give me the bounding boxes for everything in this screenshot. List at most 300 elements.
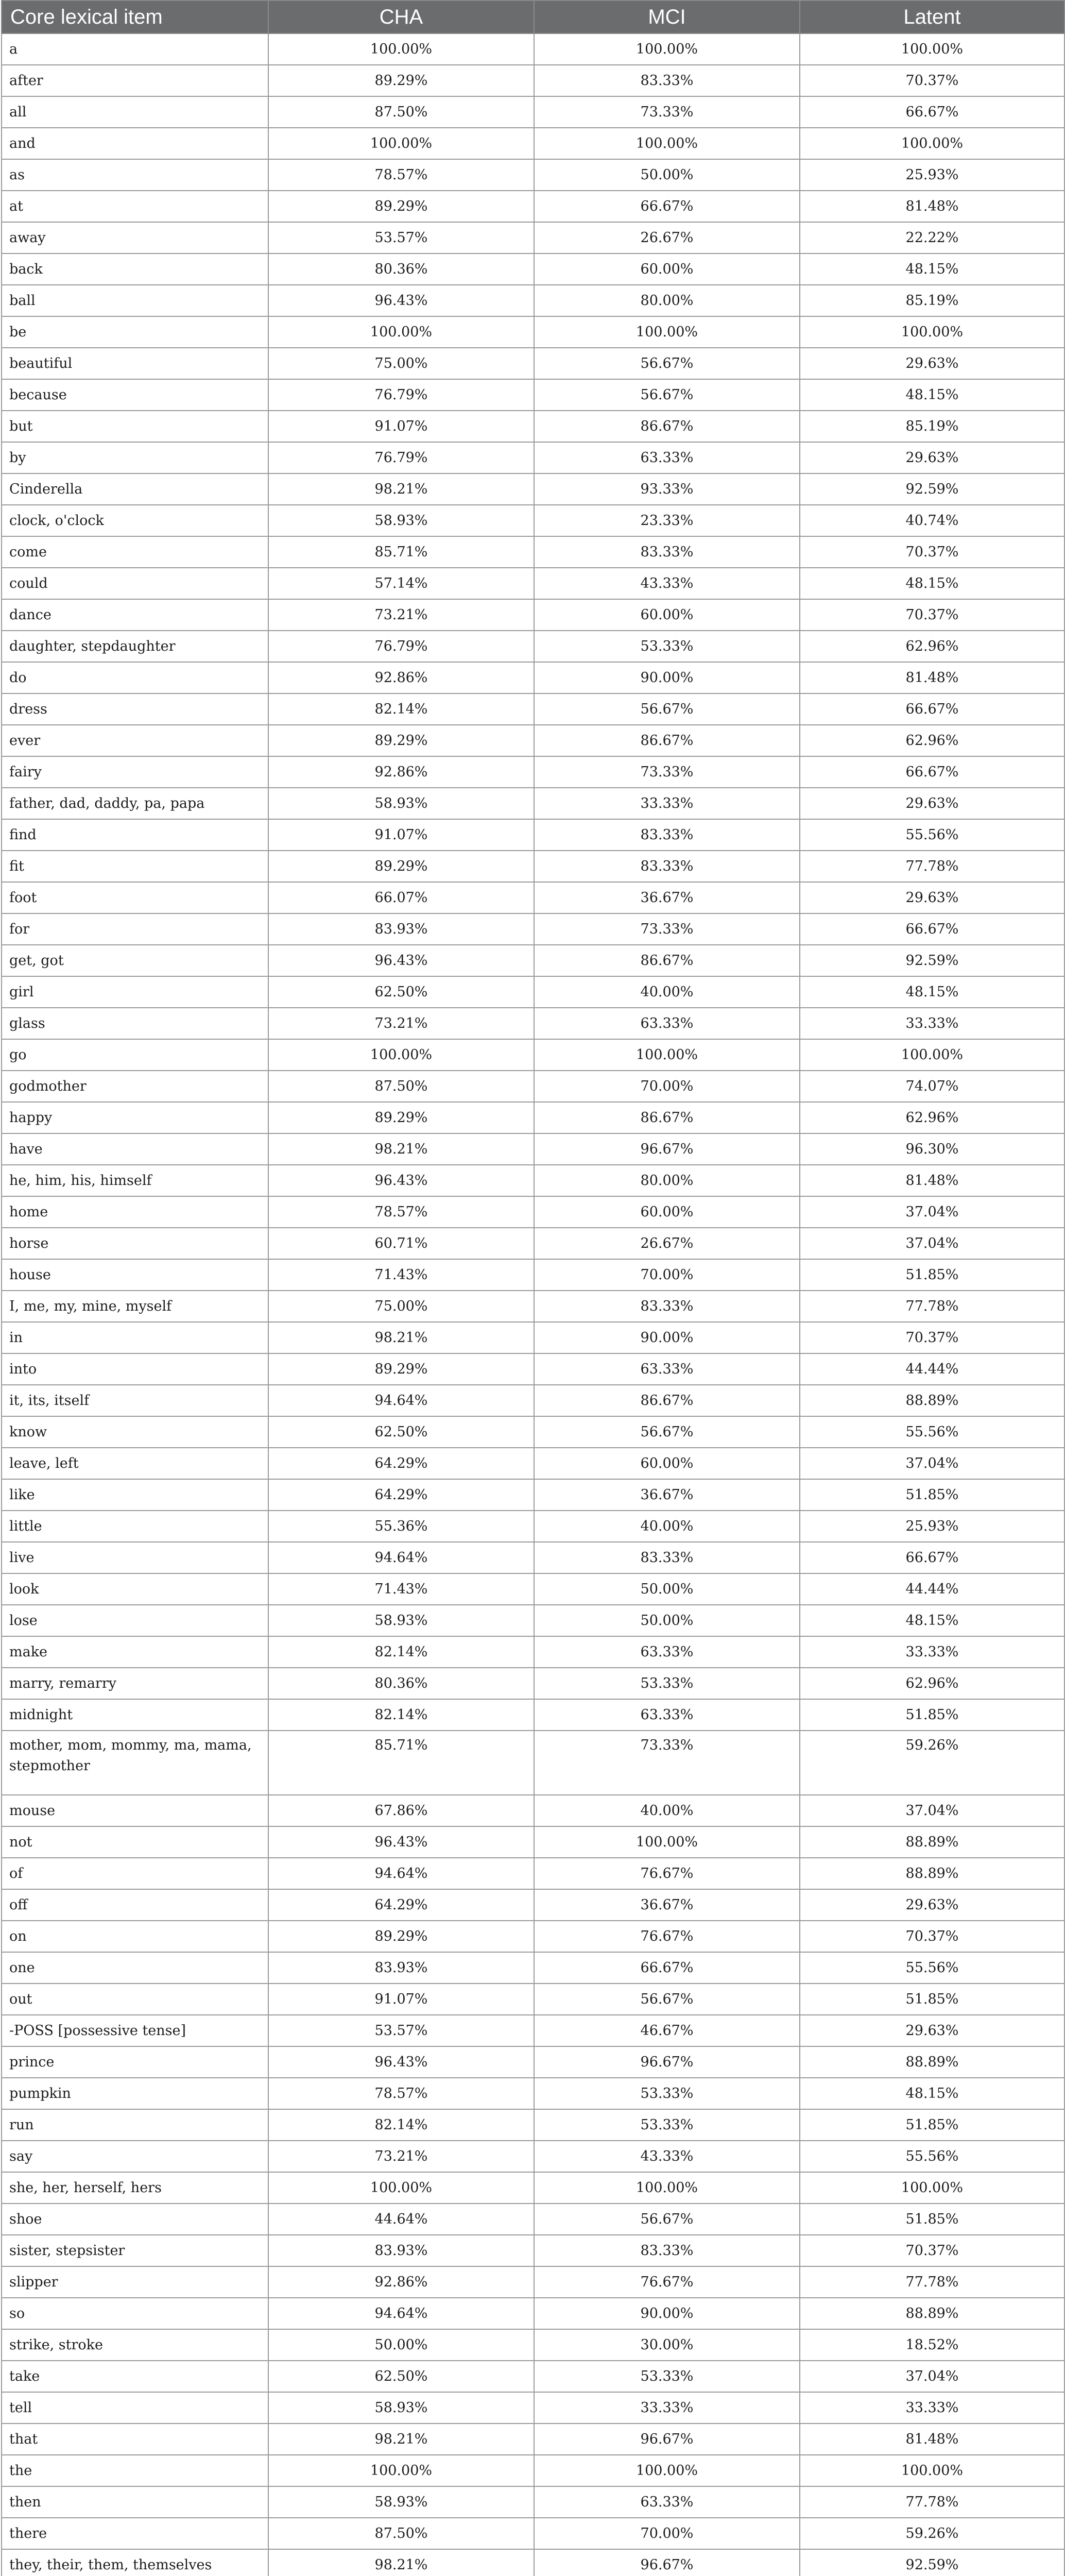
table-row [2, 128, 1064, 159]
cell-latent: 77.78% [800, 2266, 1064, 2298]
cell-item: not [2, 1826, 268, 1858]
cell-cha: 87.50% [268, 96, 534, 128]
cell-item: on [2, 1921, 268, 1952]
cell-item: find [2, 819, 268, 851]
table-row [2, 1921, 1064, 1952]
cell-latent: 48.15% [800, 253, 1064, 285]
table-row [2, 253, 1064, 285]
table-row [2, 285, 1064, 316]
cell-cha: 96.43% [268, 2046, 534, 2078]
cell-item: in [2, 1322, 268, 1353]
cell-cha: 76.79% [268, 631, 534, 662]
cell-item: father, dad, daddy, pa, papa [2, 788, 268, 819]
cell-item: they, their, them, themselves [2, 2549, 268, 2576]
cell-latent: 100.00% [800, 1039, 1064, 1071]
cell-item: as [2, 159, 268, 191]
cell-mci: 60.00% [534, 1196, 800, 1228]
cell-item: pumpkin [2, 2078, 268, 2109]
cell-latent: 44.44% [800, 1573, 1064, 1605]
cell-mci: 100.00% [534, 2455, 800, 2486]
cell-mci: 86.67% [534, 945, 800, 976]
cell-mci: 60.00% [534, 253, 800, 285]
cell-mci: 60.00% [534, 1448, 800, 1479]
cell-latent: 66.67% [800, 96, 1064, 128]
cell-latent: 37.04% [800, 2361, 1064, 2392]
cell-mci: 40.00% [534, 1511, 800, 1542]
cell-item: prince [2, 2046, 268, 2078]
table-row [2, 536, 1064, 568]
table-row [2, 442, 1064, 473]
cell-item: know [2, 1416, 268, 1448]
cell-cha: 92.86% [268, 756, 534, 788]
cell-latent: 88.89% [800, 2298, 1064, 2329]
cell-latent: 70.37% [800, 65, 1064, 96]
cell-mci: 43.33% [534, 2141, 800, 2172]
cell-latent: 100.00% [800, 2455, 1064, 2486]
cell-latent: 85.19% [800, 411, 1064, 442]
table-row [2, 2392, 1064, 2424]
cell-latent: 48.15% [800, 2078, 1064, 2109]
cell-mci: 83.33% [534, 1542, 800, 1573]
cell-item: like [2, 1479, 268, 1511]
cell-item: run [2, 2109, 268, 2141]
cell-item: by [2, 442, 268, 473]
cell-mci: 53.33% [534, 2361, 800, 2392]
cell-item: live [2, 1542, 268, 1573]
table-row [2, 851, 1064, 882]
cell-cha: 64.29% [268, 1479, 534, 1511]
table-row [2, 2015, 1064, 2046]
cell-cha: 94.64% [268, 1858, 534, 1889]
cell-item: a [2, 33, 268, 65]
cell-cha: 62.50% [268, 2361, 534, 2392]
cell-item: one [2, 1952, 268, 1984]
cell-item: tell [2, 2392, 268, 2424]
cell-mci: 96.67% [534, 1133, 800, 1165]
cell-item: dress [2, 693, 268, 725]
cell-item: house [2, 1259, 268, 1291]
cell-mci: 70.00% [534, 2518, 800, 2549]
cell-cha: 78.57% [268, 2078, 534, 2109]
cell-item: there [2, 2518, 268, 2549]
cell-mci: 100.00% [534, 2172, 800, 2204]
cell-cha: 96.43% [268, 1826, 534, 1858]
table-row [2, 2235, 1064, 2266]
table-row [2, 693, 1064, 725]
cell-mci: 50.00% [534, 1605, 800, 1636]
cell-mci: 100.00% [534, 1039, 800, 1071]
cell-mci: 46.67% [534, 2015, 800, 2046]
cell-latent: 40.74% [800, 505, 1064, 536]
table-row [2, 1542, 1064, 1573]
cell-latent: 51.85% [800, 1699, 1064, 1731]
cell-cha: 100.00% [268, 33, 534, 65]
cell-latent: 88.89% [800, 1858, 1064, 1889]
cell-item: sister, stepsister [2, 2235, 268, 2266]
cell-item: be [2, 316, 268, 348]
cell-cha: 94.64% [268, 1542, 534, 1573]
cell-latent: 62.96% [800, 725, 1064, 756]
table-row [2, 2204, 1064, 2235]
table-row [2, 1322, 1064, 1353]
cell-item: glass [2, 1008, 268, 1039]
cell-mci: 56.67% [534, 1416, 800, 1448]
cell-latent: 66.67% [800, 1542, 1064, 1573]
cell-cha: 87.50% [268, 2518, 534, 2549]
cell-cha: 98.21% [268, 2549, 534, 2576]
cell-cha: 80.36% [268, 1668, 534, 1699]
cell-cha: 96.43% [268, 1165, 534, 1196]
cell-latent: 48.15% [800, 976, 1064, 1008]
table-row [2, 1668, 1064, 1699]
table-row [2, 348, 1064, 379]
cell-item: girl [2, 976, 268, 1008]
cell-latent: 37.04% [800, 1448, 1064, 1479]
table-row [2, 2266, 1064, 2298]
cell-item: strike, stroke [2, 2329, 268, 2361]
cell-mci: 56.67% [534, 693, 800, 725]
cell-mci: 56.67% [534, 379, 800, 411]
cell-cha: 75.00% [268, 1291, 534, 1322]
cell-mci: 90.00% [534, 2298, 800, 2329]
cell-item: slipper [2, 2266, 268, 2298]
cell-cha: 89.29% [268, 851, 534, 882]
cell-cha: 89.29% [268, 1102, 534, 1133]
cell-mci: 63.33% [534, 2486, 800, 2518]
cell-cha: 73.21% [268, 599, 534, 631]
cell-mci: 40.00% [534, 1795, 800, 1826]
cell-cha: 91.07% [268, 819, 534, 851]
table-row [2, 1448, 1064, 1479]
cell-cha: 83.93% [268, 1952, 534, 1984]
table-row [2, 411, 1064, 442]
cell-mci: 83.33% [534, 2235, 800, 2266]
table-row [2, 1826, 1064, 1858]
cell-mci: 86.67% [534, 725, 800, 756]
cell-mci: 50.00% [534, 1573, 800, 1605]
table-row [2, 2172, 1064, 2204]
cell-item: lose [2, 1605, 268, 1636]
table-row [2, 2424, 1064, 2455]
cell-mci: 56.67% [534, 2204, 800, 2235]
cell-item: midnight [2, 1699, 268, 1731]
cell-item: so [2, 2298, 268, 2329]
cell-cha: 82.14% [268, 2109, 534, 2141]
cell-mci: 100.00% [534, 1826, 800, 1858]
cell-cha: 58.93% [268, 1605, 534, 1636]
cell-cha: 98.21% [268, 1322, 534, 1353]
header-latent: Latent [800, 1, 1064, 33]
cell-item: leave, left [2, 1448, 268, 1479]
core-lexical-table [1, 0, 1065, 2576]
cell-cha: 82.14% [268, 1636, 534, 1668]
table-row [2, 1228, 1064, 1259]
header-row [2, 1, 1064, 33]
cell-latent: 81.48% [800, 1165, 1064, 1196]
cell-mci: 70.00% [534, 1259, 800, 1291]
cell-cha: 50.00% [268, 2329, 534, 2361]
table-row [2, 976, 1064, 1008]
cell-latent: 59.26% [800, 2518, 1064, 2549]
cell-cha: 66.07% [268, 882, 534, 913]
cell-cha: 100.00% [268, 2455, 534, 2486]
cell-mci: 76.67% [534, 2266, 800, 2298]
cell-latent: 66.67% [800, 756, 1064, 788]
cell-item: foot [2, 882, 268, 913]
cell-cha: 100.00% [268, 316, 534, 348]
cell-latent: 33.33% [800, 1636, 1064, 1668]
cell-latent: 51.85% [800, 2204, 1064, 2235]
cell-latent: 33.33% [800, 1008, 1064, 1039]
table-row [2, 33, 1064, 65]
cell-mci: 36.67% [534, 882, 800, 913]
cell-cha: 57.14% [268, 568, 534, 599]
cell-mci: 26.67% [534, 1228, 800, 1259]
cell-cha: 64.29% [268, 1448, 534, 1479]
cell-cha: 75.00% [268, 348, 534, 379]
table-row [2, 1479, 1064, 1511]
cell-latent: 18.52% [800, 2329, 1064, 2361]
cell-mci: 73.33% [534, 913, 800, 945]
cell-cha: 89.29% [268, 1921, 534, 1952]
cell-cha: 91.07% [268, 411, 534, 442]
cell-mci: 53.33% [534, 1668, 800, 1699]
cell-mci: 73.33% [534, 1731, 800, 1795]
cell-item: at [2, 191, 268, 222]
table-row [2, 1102, 1064, 1133]
cell-latent: 70.37% [800, 2235, 1064, 2266]
cell-cha: 71.43% [268, 1259, 534, 1291]
cell-mci: 90.00% [534, 662, 800, 693]
cell-item: ever [2, 725, 268, 756]
cell-cha: 80.36% [268, 253, 534, 285]
table-row [2, 1416, 1064, 1448]
cell-mci: 66.67% [534, 1952, 800, 1984]
cell-cha: 82.14% [268, 1699, 534, 1731]
cell-cha: 58.93% [268, 2486, 534, 2518]
cell-latent: 81.48% [800, 191, 1064, 222]
cell-mci: 86.67% [534, 1102, 800, 1133]
cell-item: have [2, 1133, 268, 1165]
cell-latent: 70.37% [800, 1921, 1064, 1952]
cell-latent: 29.63% [800, 2015, 1064, 2046]
table-row [2, 96, 1064, 128]
cell-mci: 63.33% [534, 1353, 800, 1385]
cell-cha: 67.86% [268, 1795, 534, 1826]
cell-item: shoe [2, 2204, 268, 2235]
cell-latent: 77.78% [800, 851, 1064, 882]
cell-latent: 70.37% [800, 599, 1064, 631]
cell-item: do [2, 662, 268, 693]
header-mci: MCI [534, 1, 800, 33]
cell-mci: 80.00% [534, 285, 800, 316]
cell-mci: 60.00% [534, 599, 800, 631]
cell-mci: 93.33% [534, 473, 800, 505]
cell-item: back [2, 253, 268, 285]
table-row [2, 1511, 1064, 1542]
cell-cha: 89.29% [268, 65, 534, 96]
cell-latent: 85.19% [800, 285, 1064, 316]
cell-latent: 48.15% [800, 568, 1064, 599]
cell-latent: 48.15% [800, 1605, 1064, 1636]
cell-item: then [2, 2486, 268, 2518]
cell-latent: 88.89% [800, 2046, 1064, 2078]
cell-item: after [2, 65, 268, 96]
cell-latent: 25.93% [800, 159, 1064, 191]
cell-item: dance [2, 599, 268, 631]
cell-item: mouse [2, 1795, 268, 1826]
cell-item: happy [2, 1102, 268, 1133]
cell-mci: 100.00% [534, 128, 800, 159]
cell-latent: 92.59% [800, 945, 1064, 976]
cell-mci: 53.33% [534, 631, 800, 662]
table-row [2, 1165, 1064, 1196]
table-row [2, 2549, 1064, 2576]
table-row [2, 725, 1064, 756]
table-row [2, 1952, 1064, 1984]
cell-item: say [2, 2141, 268, 2172]
table-row [2, 1008, 1064, 1039]
cell-latent: 70.37% [800, 536, 1064, 568]
table-row [2, 222, 1064, 253]
cell-latent: 25.93% [800, 1511, 1064, 1542]
table-row [2, 1133, 1064, 1165]
cell-mci: 63.33% [534, 1699, 800, 1731]
table-row [2, 1196, 1064, 1228]
cell-cha: 100.00% [268, 128, 534, 159]
cell-cha: 85.71% [268, 1731, 534, 1795]
cell-item: it, its, itself [2, 1385, 268, 1416]
cell-latent: 77.78% [800, 1291, 1064, 1322]
table-row [2, 1795, 1064, 1826]
cell-cha: 94.64% [268, 2298, 534, 2329]
cell-cha: 85.71% [268, 536, 534, 568]
cell-mci: 83.33% [534, 536, 800, 568]
table-row [2, 2518, 1064, 2549]
cell-item: little [2, 1511, 268, 1542]
table-row [2, 316, 1064, 348]
cell-latent: 29.63% [800, 882, 1064, 913]
table-row [2, 1731, 1064, 1795]
cell-mci: 56.67% [534, 1984, 800, 2015]
cell-latent: 29.63% [800, 442, 1064, 473]
cell-latent: 29.63% [800, 1889, 1064, 1921]
cell-latent: 100.00% [800, 2172, 1064, 2204]
cell-mci: 50.00% [534, 159, 800, 191]
cell-cha: 98.21% [268, 473, 534, 505]
cell-mci: 83.33% [534, 851, 800, 882]
table-header [2, 1, 1064, 33]
cell-cha: 44.64% [268, 2204, 534, 2235]
table-row [2, 65, 1064, 96]
cell-item: she, her, herself, hers [2, 2172, 268, 2204]
cell-mci: 43.33% [534, 568, 800, 599]
table-row [2, 1071, 1064, 1102]
cell-item: because [2, 379, 268, 411]
table-row [2, 913, 1064, 945]
cell-cha: 89.29% [268, 725, 534, 756]
cell-item: daughter, stepdaughter [2, 631, 268, 662]
cell-latent: 44.44% [800, 1353, 1064, 1385]
cell-latent: 59.26% [800, 1731, 1064, 1795]
cell-mci: 36.67% [534, 1479, 800, 1511]
cell-latent: 88.89% [800, 1385, 1064, 1416]
cell-latent: 37.04% [800, 1228, 1064, 1259]
cell-latent: 37.04% [800, 1795, 1064, 1826]
cell-mci: 96.67% [534, 2549, 800, 2576]
table-row [2, 2486, 1064, 2518]
cell-mci: 100.00% [534, 33, 800, 65]
cell-item: of [2, 1858, 268, 1889]
cell-cha: 73.21% [268, 2141, 534, 2172]
cell-cha: 82.14% [268, 693, 534, 725]
cell-latent: 22.22% [800, 222, 1064, 253]
cell-mci: 76.67% [534, 1921, 800, 1952]
cell-cha: 83.93% [268, 2235, 534, 2266]
cell-mci: 33.33% [534, 2392, 800, 2424]
cell-mci: 83.33% [534, 1291, 800, 1322]
cell-cha: 96.43% [268, 945, 534, 976]
cell-item: the [2, 2455, 268, 2486]
cell-cha: 87.50% [268, 1071, 534, 1102]
cell-mci: 100.00% [534, 316, 800, 348]
cell-cha: 100.00% [268, 1039, 534, 1071]
table-row [2, 1636, 1064, 1668]
cell-item: home [2, 1196, 268, 1228]
cell-cha: 96.43% [268, 285, 534, 316]
cell-mci: 86.67% [534, 411, 800, 442]
cell-mci: 66.67% [534, 191, 800, 222]
cell-item: beautiful [2, 348, 268, 379]
table-row [2, 1858, 1064, 1889]
cell-latent: 92.59% [800, 2549, 1064, 2576]
cell-latent: 70.37% [800, 1322, 1064, 1353]
table-row [2, 662, 1064, 693]
cell-cha: 60.71% [268, 1228, 534, 1259]
cell-cha: 73.21% [268, 1008, 534, 1039]
cell-latent: 51.85% [800, 1984, 1064, 2015]
cell-mci: 56.67% [534, 348, 800, 379]
cell-cha: 76.79% [268, 379, 534, 411]
table-row [2, 2046, 1064, 2078]
table-row [2, 379, 1064, 411]
cell-item: look [2, 1573, 268, 1605]
cell-mci: 53.33% [534, 2109, 800, 2141]
cell-mci: 96.67% [534, 2424, 800, 2455]
cell-item: he, him, his, himself [2, 1165, 268, 1196]
cell-latent: 55.56% [800, 2141, 1064, 2172]
table-row [2, 1039, 1064, 1071]
cell-latent: 100.00% [800, 316, 1064, 348]
cell-item: and [2, 128, 268, 159]
cell-cha: 58.93% [268, 505, 534, 536]
cell-latent: 62.96% [800, 1668, 1064, 1699]
cell-cha: 100.00% [268, 2172, 534, 2204]
cell-item: godmother [2, 1071, 268, 1102]
cell-latent: 51.85% [800, 2109, 1064, 2141]
cell-cha: 55.36% [268, 1511, 534, 1542]
cell-item: come [2, 536, 268, 568]
cell-latent: 48.15% [800, 379, 1064, 411]
cell-latent: 92.59% [800, 473, 1064, 505]
cell-mci: 83.33% [534, 819, 800, 851]
cell-item: mother, mom, mommy, ma, mama, stepmother [2, 1731, 268, 1795]
cell-mci: 73.33% [534, 756, 800, 788]
cell-mci: 53.33% [534, 2078, 800, 2109]
table-row [2, 631, 1064, 662]
table-row [2, 1984, 1064, 2015]
cell-latent: 96.30% [800, 1133, 1064, 1165]
